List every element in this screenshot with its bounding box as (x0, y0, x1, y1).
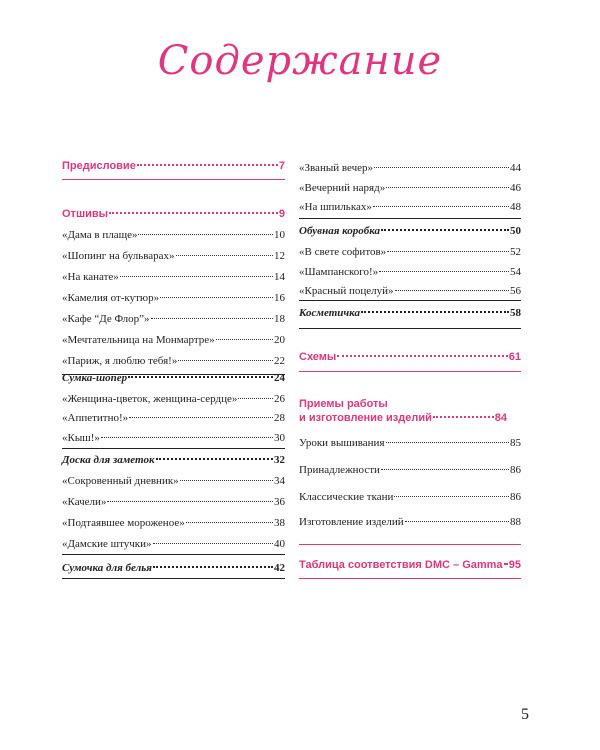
section-divider (299, 578, 521, 579)
toc-entry[interactable]: «Качели» 36 (62, 496, 285, 508)
toc-entry-otshivy[interactable]: Отшивы 9 (62, 208, 285, 220)
toc-entry[interactable]: Изготовление изделий 88 (299, 516, 521, 528)
section-divider (299, 300, 521, 301)
toc-entry[interactable]: Принадлежности 86 (299, 464, 521, 476)
toc-entry-priemy[interactable]: и изготовление изделий 84 (299, 412, 507, 424)
toc-entry[interactable]: Уроки вышивания 85 (299, 437, 521, 449)
toc-entry[interactable]: «Париж, я люблю тебя!» 22 (62, 355, 285, 367)
toc-entry[interactable]: «Подтаявшее мороженое» 38 (62, 517, 285, 529)
section-divider (299, 371, 521, 372)
toc-entry[interactable]: «Аппетитно!» 28 (62, 412, 285, 424)
toc-entry[interactable]: «Женщина-цветок, женщина-сердце» 26 (62, 393, 285, 405)
toc-entry-shemy[interactable]: Схемы 61 (299, 351, 521, 363)
toc-entry-sumochka[interactable]: Сумочка для белья 42 (62, 562, 285, 574)
toc-entry[interactable]: «Сокровенный дневник» 34 (62, 475, 285, 487)
toc-entry-obuvnaya[interactable]: Обувная коробка 50 (299, 225, 521, 237)
toc-entry[interactable]: «Дамские штучки» 40 (62, 538, 285, 550)
toc-entry-tablica[interactable]: Таблица соответствия DMC – Gamma 95 (299, 559, 521, 571)
section-divider (62, 578, 285, 579)
page-title: Содержание (157, 38, 443, 84)
section-divider (62, 554, 285, 555)
toc-entry-sumka[interactable]: Сумка-шопер 24 (62, 372, 285, 384)
toc-heading-priemy: Приемы работы (299, 398, 388, 410)
section-divider (299, 328, 521, 329)
toc-entry[interactable]: «Красный поцелуй» 56 (299, 285, 521, 297)
toc-entry[interactable]: «Дама в плаще» 10 (62, 229, 285, 241)
toc-entry[interactable]: «В свете софитов» 52 (299, 246, 521, 258)
toc-entry-kosmetichka[interactable]: Косметичка 58 (299, 307, 521, 319)
toc-entry[interactable]: «Званый вечер» 44 (299, 162, 521, 174)
section-divider (62, 448, 285, 449)
toc-entry[interactable]: «Кыш!» 30 (62, 432, 285, 444)
page-number: 5 (521, 706, 529, 723)
section-divider (62, 179, 285, 180)
section-divider (299, 218, 521, 219)
toc-entry-doska[interactable]: Доска для заметок 32 (62, 454, 285, 466)
toc-entry[interactable]: Классические ткани 86 (299, 491, 521, 503)
toc-entry[interactable]: «Шопинг на бульварах» 12 (62, 250, 285, 262)
toc-entry[interactable]: «Камелия от-кутюр» 16 (62, 292, 285, 304)
toc-entry[interactable]: «На канате» 14 (62, 271, 285, 283)
toc-entry-predislovie[interactable]: Предисловие 7 (62, 160, 285, 172)
toc-entry[interactable]: «На шпильках» 48 (299, 201, 521, 213)
toc-entry[interactable]: «Кафе “Де Флор”» 18 (62, 313, 285, 325)
toc-entry[interactable]: «Вечерний наряд» 46 (299, 182, 521, 194)
toc-entry[interactable]: «Мечтательница на Монмартре» 20 (62, 334, 285, 346)
toc-entry[interactable]: «Шампанского!» 54 (299, 266, 521, 278)
section-divider (299, 544, 521, 545)
